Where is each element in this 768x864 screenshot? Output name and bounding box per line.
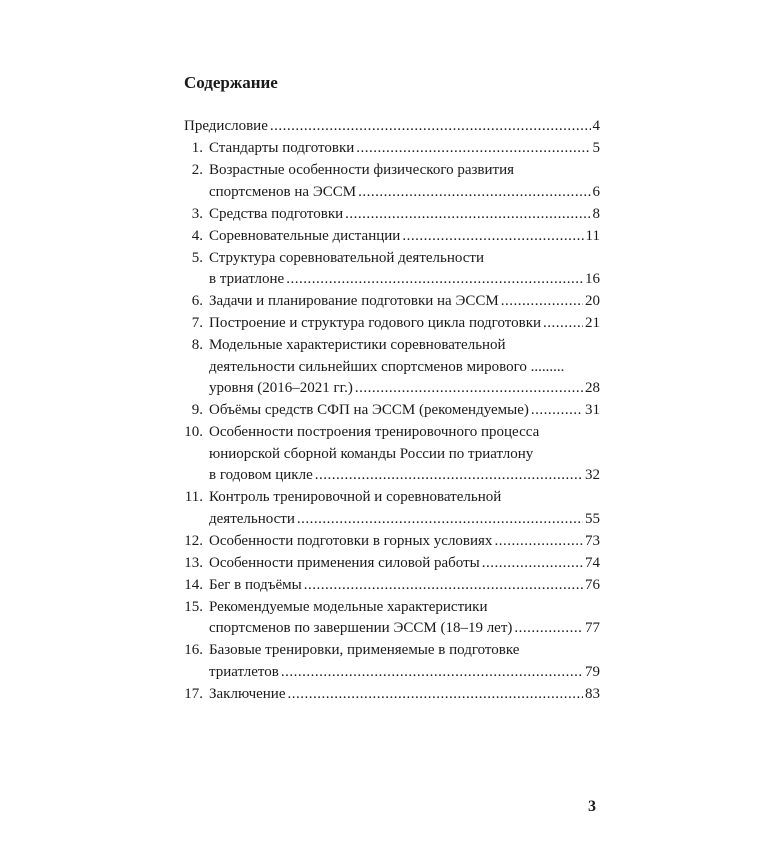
dot-leader bbox=[501, 291, 583, 313]
toc-entry bbox=[184, 487, 600, 530]
toc-entry-page: 73 bbox=[585, 532, 600, 549]
toc-entry-text-line: Рекомендуемые модельные характеристики bbox=[209, 598, 488, 615]
toc-entry-number: 7. bbox=[191, 315, 203, 331]
toc-entry bbox=[184, 597, 600, 640]
toc-entry-leader-row bbox=[209, 553, 600, 575]
dot-leader bbox=[345, 204, 590, 226]
toc-entry-text-line: Контроль тренировочной и соревновательной bbox=[209, 489, 502, 505]
dot-leader bbox=[304, 575, 583, 597]
toc-entry-leader-row bbox=[209, 204, 600, 226]
toc-entry-text-line: Особенности построения тренировочного процесса bbox=[209, 424, 540, 440]
page-number: 3 bbox=[588, 798, 596, 815]
toc-entry-number: 1. bbox=[191, 140, 203, 156]
dot-leader bbox=[494, 531, 583, 553]
toc-entry bbox=[184, 640, 600, 683]
toc-entry-number: 15. bbox=[184, 598, 203, 615]
toc-entry-leader-row bbox=[184, 116, 600, 138]
toc-entry-number: 8. bbox=[191, 337, 203, 353]
toc-entry-number: 13. bbox=[184, 554, 203, 571]
toc-entry-text-line: Построение и структура годового цикла подготовки bbox=[209, 315, 542, 331]
toc-entry-number: 10. bbox=[184, 424, 203, 440]
toc-entry bbox=[184, 335, 600, 400]
toc-entry-number: 17. bbox=[184, 685, 203, 702]
toc-entry-number: 2. bbox=[191, 162, 203, 178]
toc-entry-text-line: Возрастные особенности физического развития bbox=[209, 162, 515, 178]
toc-entry-leader-row bbox=[209, 138, 600, 160]
toc-entry-text-line: юниорской сборной команды России по триатлону bbox=[209, 445, 534, 462]
toc-entry-number: 5. bbox=[191, 249, 203, 266]
toc-entry-page: 20 bbox=[585, 293, 600, 309]
toc-entry-leader-row bbox=[209, 575, 600, 597]
toc-entry bbox=[184, 531, 600, 553]
dot-leader bbox=[355, 378, 583, 400]
toc-entry-text-line: Стандарты подготовки bbox=[209, 140, 355, 156]
toc-entry bbox=[184, 553, 600, 575]
toc-entry-text-line: Бег в подъёмы bbox=[209, 576, 302, 593]
toc-entry-page: 83 bbox=[585, 685, 600, 702]
toc-entry bbox=[184, 138, 600, 160]
toc-entry-text-line: Особенности подготовки в горных условиях bbox=[209, 532, 493, 549]
toc-entry bbox=[184, 575, 600, 597]
toc-entry-text-line: Средства подготовки bbox=[209, 205, 344, 222]
toc-entry-text-line: в годовом цикле bbox=[209, 467, 313, 483]
toc-entry bbox=[184, 400, 600, 422]
toc-entry-page: 8 bbox=[592, 205, 600, 222]
toc-entry-leader-row bbox=[209, 662, 600, 684]
toc-entry-page: 21 bbox=[585, 315, 600, 331]
toc-entry-text-line: уровня (2016–2021 гг.) bbox=[209, 380, 353, 396]
toc-entry-leader-row bbox=[209, 684, 600, 706]
toc-entry-text-line: деятельности bbox=[209, 510, 295, 527]
toc-entry-text-line: деятельности сильнейших спортсменов мирового ......... bbox=[209, 358, 565, 375]
toc-entry bbox=[184, 422, 600, 487]
dot-leader bbox=[514, 618, 583, 640]
toc-entry-leader-row bbox=[209, 291, 600, 313]
toc-entry-page: 16 bbox=[585, 271, 600, 287]
toc-entry bbox=[184, 116, 600, 138]
toc-entry-page: 11 bbox=[585, 227, 600, 244]
table-of-contents bbox=[184, 116, 600, 706]
toc-entry-text-line: спортсменов по завершении ЭССМ (18–19 лет) bbox=[209, 620, 513, 636]
dot-leader bbox=[356, 138, 590, 160]
toc-entry-leader-row bbox=[209, 465, 600, 487]
toc-entry-leader-row bbox=[209, 313, 600, 335]
toc-entry-leader-row bbox=[209, 378, 600, 400]
toc-entry-text-line: Объёмы средств СФП на ЭССМ (рекомендуемые) bbox=[209, 402, 529, 418]
toc-entry-leader-row bbox=[209, 618, 600, 640]
dot-leader bbox=[482, 553, 583, 575]
toc-entry bbox=[184, 313, 600, 335]
toc-entry-number: 11. bbox=[184, 489, 203, 505]
toc-entry bbox=[184, 160, 600, 203]
dot-leader bbox=[315, 465, 583, 487]
toc-entry bbox=[184, 204, 600, 226]
toc-entry-text-line: Соревновательные дистанции bbox=[209, 227, 401, 244]
dot-leader bbox=[402, 226, 583, 248]
toc-entry-page: 74 bbox=[585, 554, 600, 571]
toc-entry-page: 6 bbox=[592, 183, 600, 200]
toc-entry-page: 32 bbox=[585, 467, 600, 483]
toc-entry-number: 14. bbox=[184, 576, 203, 593]
dot-leader bbox=[531, 400, 583, 422]
toc-entry-leader-row bbox=[209, 226, 600, 248]
toc-entry-number: 12. bbox=[184, 532, 203, 549]
toc-entry-page: 77 bbox=[585, 620, 600, 636]
dot-leader bbox=[358, 182, 590, 204]
toc-entry-leader-row bbox=[209, 269, 600, 291]
dot-leader bbox=[270, 116, 591, 138]
toc-entry-text-line: Особенности применения силовой работы bbox=[209, 554, 480, 571]
toc-entry-number: 16. bbox=[184, 642, 203, 658]
dot-leader bbox=[543, 313, 583, 335]
toc-entry-leader-row bbox=[209, 509, 600, 531]
dot-leader bbox=[288, 684, 584, 706]
toc-entry-page: 28 bbox=[585, 380, 600, 396]
dot-leader bbox=[297, 509, 583, 531]
toc-entry-page: 55 bbox=[585, 510, 600, 527]
toc-entry-leader-row bbox=[209, 531, 600, 553]
dot-leader bbox=[281, 662, 583, 684]
toc-entry-text-line: Задачи и планирование подготовки на ЭССМ bbox=[209, 293, 499, 309]
toc-entry-number: 4. bbox=[191, 227, 203, 244]
toc-entry-leader-row bbox=[209, 400, 600, 422]
page-title: Содержание bbox=[184, 73, 278, 92]
toc-entry-text-line: Модельные характеристики соревновательной bbox=[209, 337, 506, 353]
toc-entry-page: 31 bbox=[585, 402, 600, 418]
toc-entry-text-line: Предисловие bbox=[184, 118, 268, 134]
toc-entry bbox=[184, 226, 600, 248]
toc-entry-page: 5 bbox=[592, 140, 600, 156]
toc-entry bbox=[184, 291, 600, 313]
toc-entry-leader-row bbox=[209, 182, 600, 204]
toc-entry-text-line: триатлетов bbox=[209, 663, 279, 680]
toc-entry-text-line: спортсменов на ЭССМ bbox=[209, 183, 357, 200]
toc-entry-page: 76 bbox=[585, 576, 600, 593]
toc-entry-page: 4 bbox=[592, 118, 600, 134]
toc-entry-text-line: Базовые тренировки, применяемые в подготовке bbox=[209, 642, 520, 658]
toc-entry-page: 79 bbox=[585, 663, 600, 680]
toc-entry-text-line: Заключение bbox=[209, 685, 286, 702]
toc-entry-number: 6. bbox=[191, 293, 203, 309]
toc-entry-number: 9. bbox=[191, 402, 203, 418]
toc-entry bbox=[184, 248, 600, 291]
dot-leader bbox=[286, 269, 583, 291]
toc-entry-text-line: Структура соревновательной деятельности bbox=[209, 249, 484, 266]
toc-entry bbox=[184, 684, 600, 706]
toc-entry-text-line: в триатлоне bbox=[209, 271, 285, 287]
toc-entry-number: 3. bbox=[191, 205, 203, 222]
